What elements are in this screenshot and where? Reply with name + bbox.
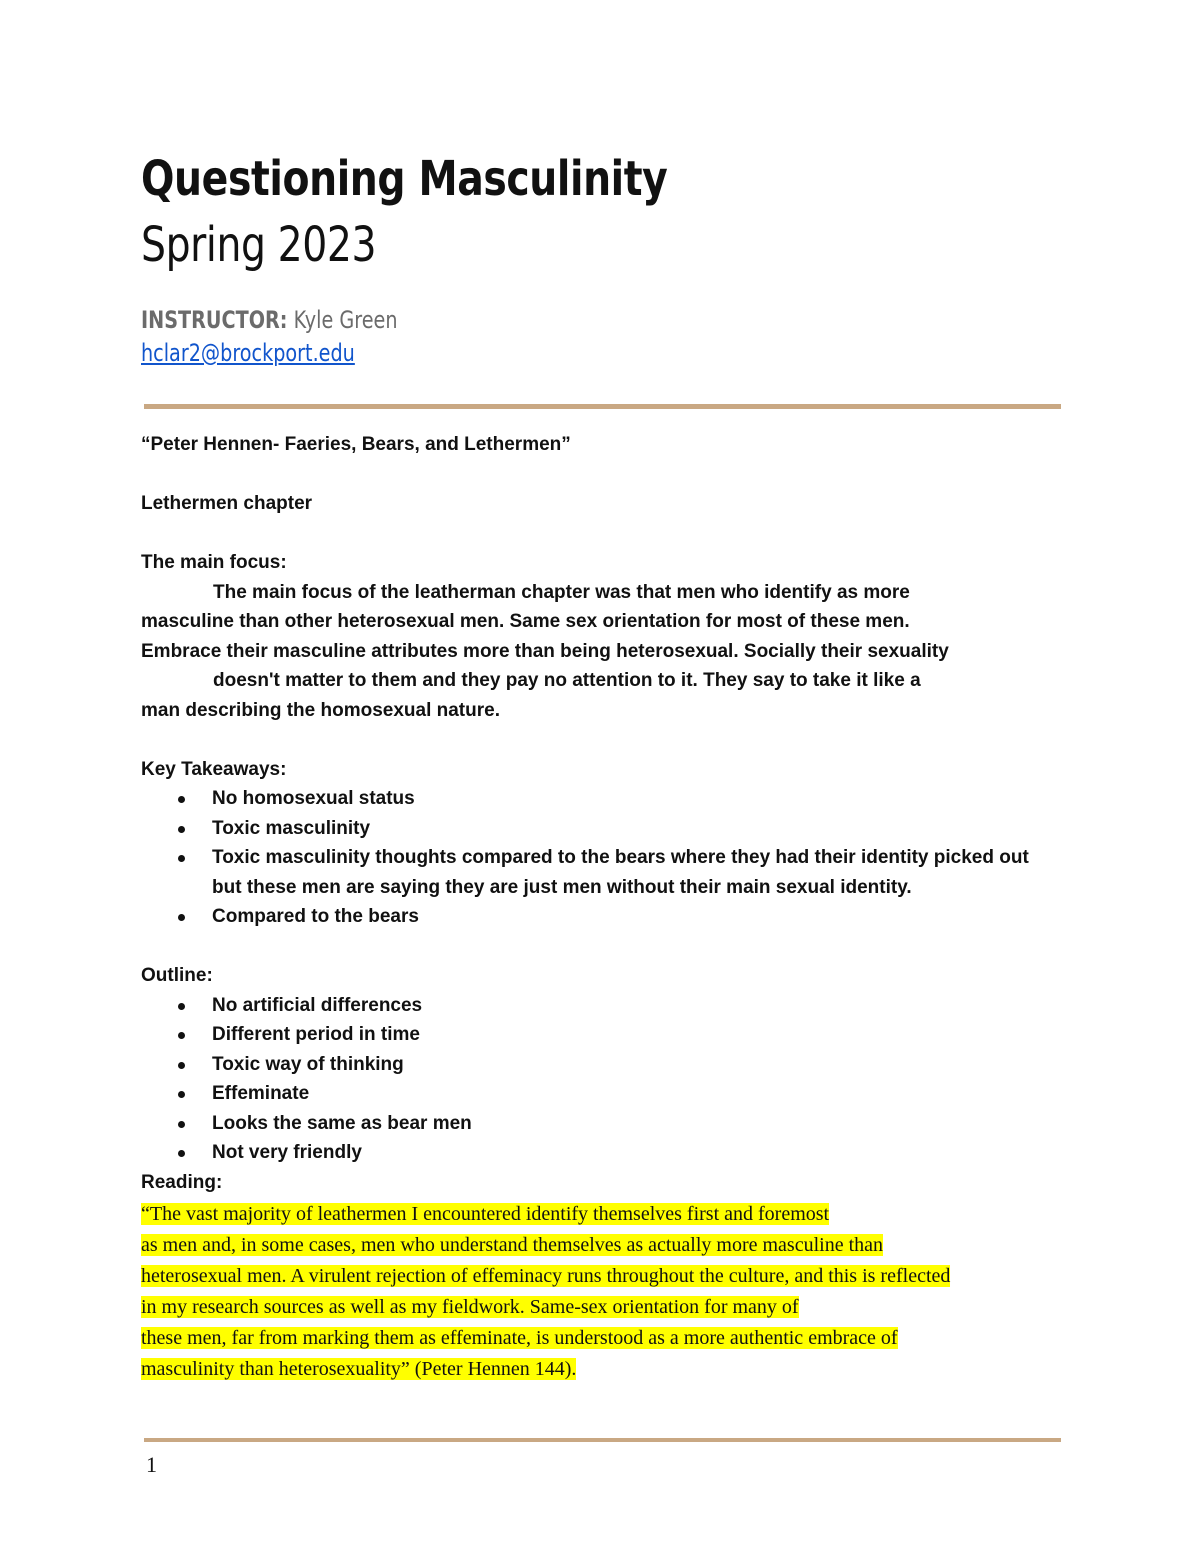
bullet-icon [178, 1003, 185, 1010]
course-title: Questioning Masculinity [141, 151, 668, 207]
bottom-divider [144, 1438, 1061, 1442]
chapter-label: Lethermen chapter [141, 493, 313, 514]
reading-title: “Peter Hennen- Faeries, Bears, and Lethermen” [141, 434, 571, 455]
reading-heading: Reading: [141, 1171, 223, 1193]
list-item: Compared to the bears [141, 902, 1071, 932]
highlighted-quote [141, 1199, 1071, 1385]
list-item: Different period in time [141, 1020, 1071, 1050]
list-item: No homosexual status [141, 784, 1071, 814]
bullet-icon [178, 1091, 185, 1098]
focus-heading: The main focus: [141, 552, 287, 573]
course-term: Spring 2023 [141, 217, 377, 273]
takeaways-heading: Key Takeaways: [141, 758, 287, 780]
quote-line: in my research sources as well as my fieldwork. Same-sex orientation for many of [141, 1296, 799, 1318]
page-number: 1 [146, 1452, 157, 1477]
bullet-icon [178, 855, 185, 862]
quote-line: heterosexual men. A virulent rejection of effeminacy runs throughout the culture, and this is reflected [141, 1265, 951, 1287]
bullet-icon [178, 1150, 185, 1157]
quote-line: masculinity than heterosexuality” (Peter Hennen 144). [141, 1358, 577, 1380]
instructor-name: Kyle Green [287, 306, 398, 334]
quote-line: “The vast majority of leathermen I encountered identify themselves first and foremost [141, 1203, 830, 1225]
focus-line: doesn't matter to them and they pay no attention to it. They say to take it like a [213, 670, 921, 691]
focus-line: The main focus of the leatherman chapter was that men who identify as more [213, 581, 910, 603]
bullet-icon [178, 1062, 185, 1069]
bullet-icon [178, 796, 185, 803]
top-divider [144, 404, 1061, 409]
instructor-line [141, 306, 398, 334]
instructor-label: INSTRUCTOR: [141, 306, 288, 334]
bullet-icon [178, 1121, 185, 1128]
focus-line: Embrace their masculine attributes more than being heterosexual. Socially their sexuality [141, 640, 949, 662]
document-body [141, 430, 1071, 1385]
list-item: No artificial differences [141, 991, 1071, 1021]
list-item: Toxic way of thinking [141, 1050, 1071, 1080]
bullet-icon [178, 914, 185, 921]
bullet-icon [178, 1032, 185, 1039]
focus-line: man describing the homosexual nature. [141, 699, 500, 721]
list-item: Effeminate [141, 1079, 1071, 1109]
email-link[interactable]: hclar2@brockport.edu [141, 339, 355, 367]
quote-line: these men, far from marking them as effeminate, is understood as a more authentic embrace of [141, 1327, 898, 1349]
outline-heading: Outline: [141, 965, 213, 986]
list-item: Toxic masculinity [141, 814, 1071, 844]
bullet-icon [178, 826, 185, 833]
takeaways-list [141, 784, 1071, 932]
list-item: Looks the same as bear men [141, 1109, 1071, 1139]
focus-line: masculine than other heterosexual men. Same sex orientation for most of these men. [141, 611, 910, 632]
quote-line: as men and, in some cases, men who understand themselves as actually more masculine than [141, 1234, 884, 1256]
list-item: Not very friendly [141, 1138, 1071, 1168]
outline-list [141, 991, 1071, 1168]
list-item: Toxic masculinity thoughts compared to the bears where they had their identity picked out but these men are saying they are just men without their main sexual identity. [141, 843, 1071, 902]
document-title [141, 146, 667, 278]
